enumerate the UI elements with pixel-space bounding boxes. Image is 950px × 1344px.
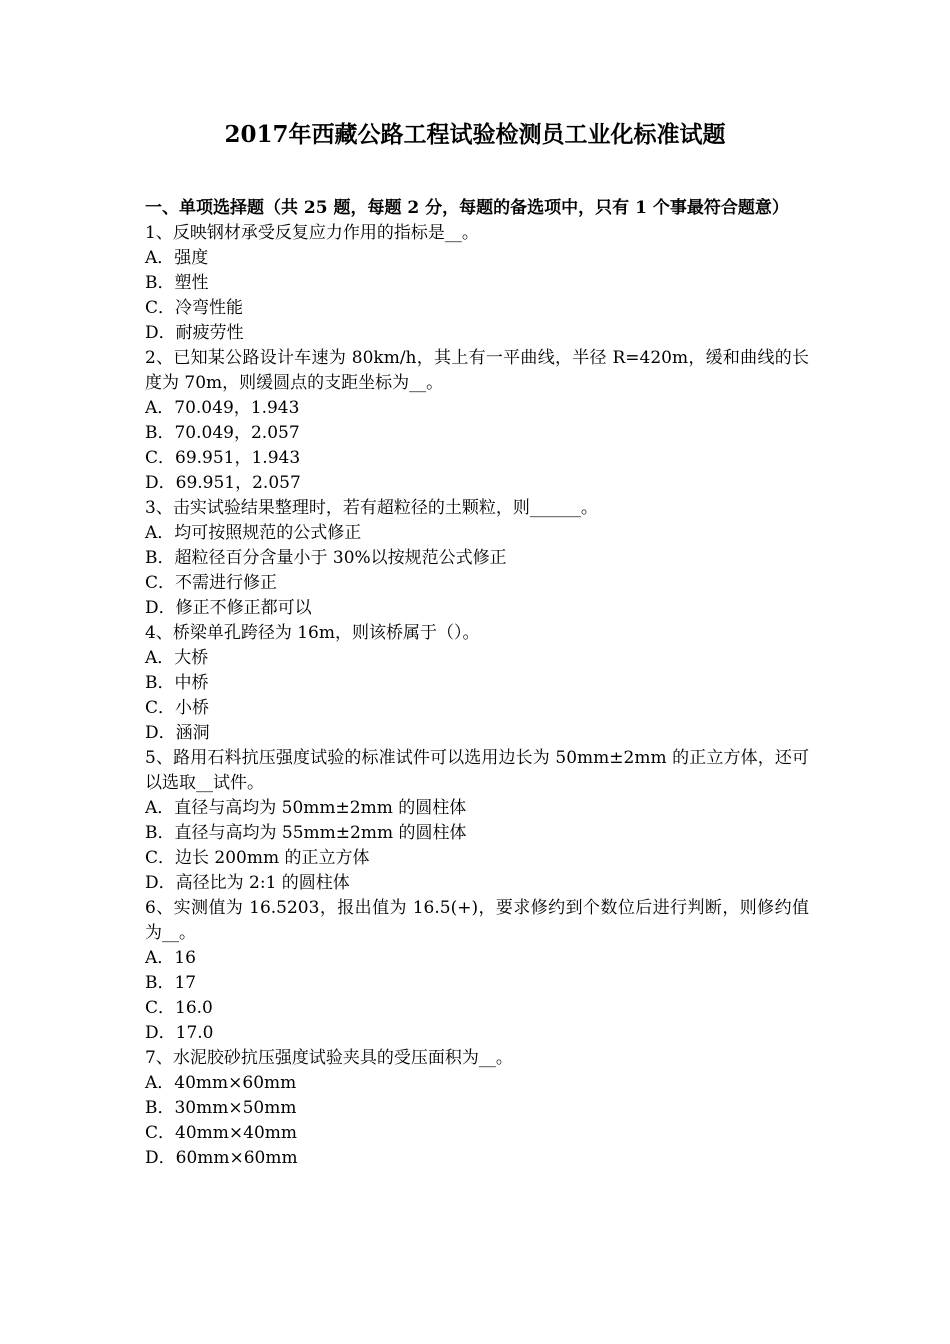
- option-a: A．70.049，1.943: [145, 398, 300, 418]
- option-a: A．大桥: [145, 648, 209, 668]
- document-body: [145, 196, 809, 1171]
- question-block-4: [145, 621, 809, 746]
- question-block-6: [145, 896, 809, 1046]
- option-a: A．均可按照规范的公式修正: [145, 523, 362, 543]
- option-b: B．超粒径百分含量小于 30%以按规范公式修正: [145, 548, 507, 568]
- option-b: B．30mm×50mm: [145, 1098, 297, 1118]
- option-b: B．直径与高均为 55mm±2mm 的圆柱体: [145, 823, 467, 843]
- option-b: B．70.049，2.057: [145, 423, 300, 443]
- option-d: D．60mm×60mm: [145, 1148, 298, 1168]
- option-c: C．40mm×40mm: [145, 1123, 297, 1143]
- section-heading: 一、单项选择题（共 25 题，每题 2 分，每题的备选项中，只有 1 个事最符合题意）: [145, 198, 789, 218]
- option-c: C．边长 200mm 的正立方体: [145, 848, 370, 868]
- option-d: D．69.951，2.057: [145, 473, 301, 493]
- question-text: 3、击实试验结果整理时，若有超粒径的土颗粒，则______。: [145, 498, 598, 518]
- option-b: B．塑性: [145, 273, 209, 293]
- question-block-2: [145, 346, 809, 496]
- question-text: 4、桥梁单孔跨径为 16m，则该桥属于（）。: [145, 623, 480, 643]
- option-c: C．不需进行修正: [145, 573, 278, 593]
- option-d: D．高径比为 2:1 的圆柱体: [145, 873, 350, 893]
- question-text: 7、水泥胶砂抗压强度试验夹具的受压面积为__。: [145, 1048, 513, 1068]
- option-d: D．涵洞: [145, 723, 210, 743]
- question-text: 2、已知某公路设计车速为 80km/h，其上有一平曲线，半径 R=420m，缓和曲线的长度为 70m，则缓圆点的支距坐标为__。: [145, 348, 809, 393]
- question-block-1: [145, 221, 809, 346]
- option-c: C．小桥: [145, 698, 210, 718]
- question-text: 6、实测值为 16.5203，报出值为 16.5(+)，要求修约到个数位后进行判断，则修约值为__。: [145, 898, 809, 943]
- option-a: A．16: [145, 948, 196, 968]
- option-c: C．冷弯性能: [145, 298, 244, 318]
- option-c: C．69.951，1.943: [145, 448, 301, 468]
- option-d: D．耐疲劳性: [145, 323, 244, 343]
- question-text: 5、路用石料抗压强度试验的标准试件可以选用边长为 50mm±2mm 的正立方体，还可以选取__试件。: [145, 748, 809, 793]
- option-d: D．修正不修正都可以: [145, 598, 312, 618]
- question-text: 1、反映钢材承受反复应力作用的指标是__。: [145, 223, 479, 243]
- question-block-5: [145, 746, 809, 896]
- question-block-3: [145, 496, 809, 621]
- option-c: C．16.0: [145, 998, 213, 1018]
- option-a: A．直径与高均为 50mm±2mm 的圆柱体: [145, 798, 467, 818]
- option-b: B．17: [145, 973, 197, 993]
- option-a: A．强度: [145, 248, 209, 268]
- option-d: D．17.0: [145, 1023, 214, 1043]
- document-title: 2017年西藏公路工程试验检测员工业化标准试题: [224, 121, 726, 148]
- option-a: A．40mm×60mm: [145, 1073, 297, 1093]
- question-block-7: [145, 1046, 809, 1171]
- option-b: B．中桥: [145, 673, 209, 693]
